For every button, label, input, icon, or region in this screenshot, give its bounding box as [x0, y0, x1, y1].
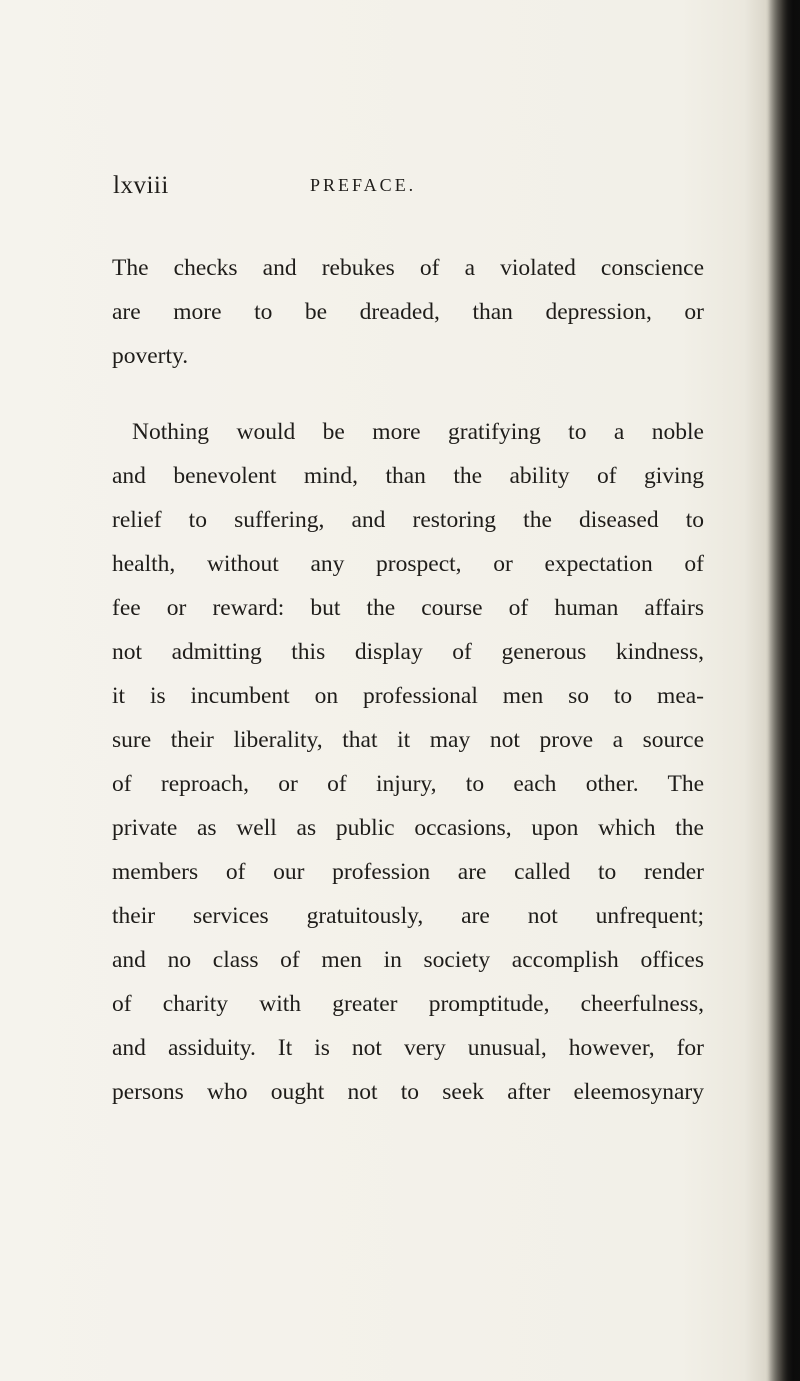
text-line: The checks and rebukes of a violated conscience [112, 255, 704, 281]
paragraph-2 [112, 410, 704, 1114]
text-line: and benevolent mind, than the ability of giving [112, 463, 704, 489]
text-line: poverty. [112, 343, 189, 369]
text-line: fee or reward: but the course of human affairs [112, 595, 704, 621]
text-line: Nothing would be more gratifying to a noble [132, 419, 704, 445]
text-line: members of our profession are called to render [112, 859, 704, 885]
text-line: it is incumbent on professional men so to mea- [112, 683, 704, 709]
paragraph-1 [112, 246, 704, 378]
text-line: private as well as public occasions, upon which the [112, 815, 704, 841]
text-line: are more to be dreaded, than depression, or [112, 299, 704, 325]
text-line: persons who ought not to seek after eleemosynary [112, 1079, 704, 1105]
text-line: their services gratuitously, are not unfrequent; [112, 903, 704, 929]
text-line: relief to suffering, and restoring the diseased to [112, 507, 704, 533]
binding-shadow [766, 0, 800, 1381]
page-number: lxviii [113, 172, 169, 199]
text-line: not admitting this display of generous kindness, [112, 639, 704, 665]
text-line: and assiduity. It is not very unusual, however, for [112, 1035, 704, 1061]
text-line: sure their liberality, that it may not prove a source [112, 727, 704, 753]
text-line: of charity with greater promptitude, cheerfulness, [112, 991, 704, 1017]
text-line: health, without any prospect, or expectation of [112, 551, 704, 577]
running-head: PREFACE. [310, 175, 417, 195]
body-text [112, 246, 704, 1114]
text-line: and no class of men in society accomplish offices [112, 947, 704, 973]
page-header [110, 172, 710, 206]
text-line: of reproach, or of injury, to each other. The [112, 771, 704, 797]
